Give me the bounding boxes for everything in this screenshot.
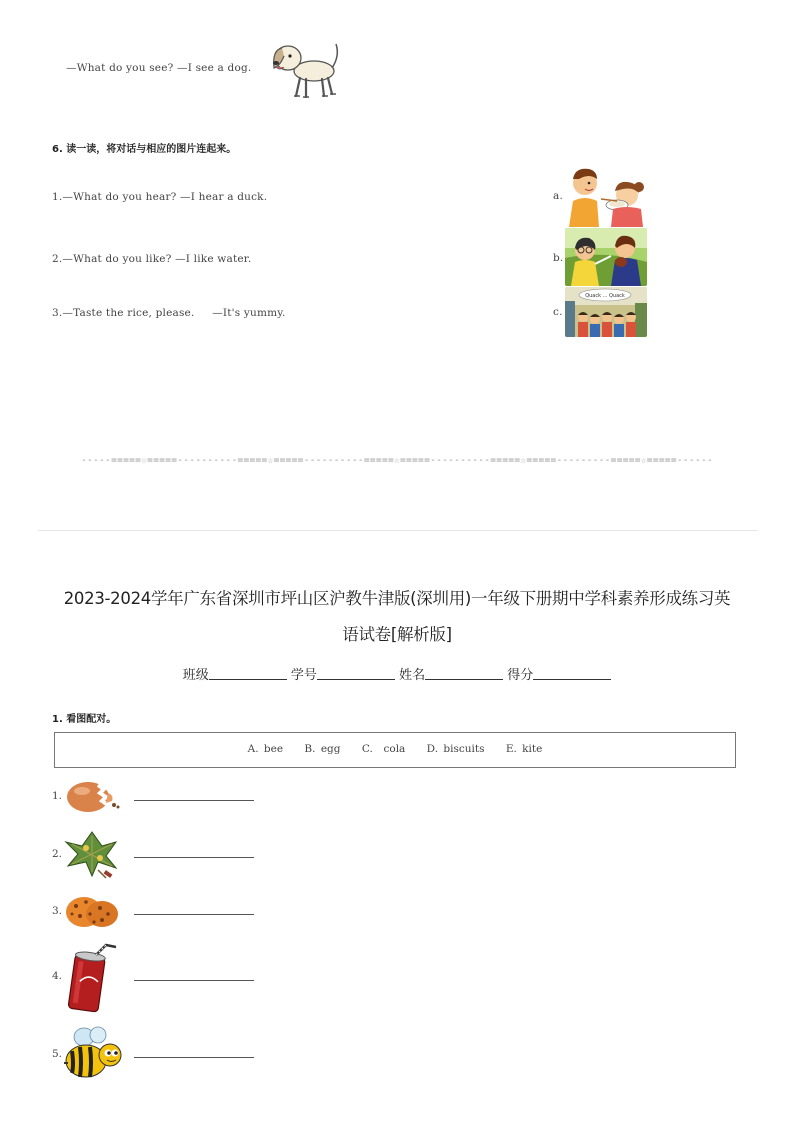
exam-title-line1: 2023-2024学年广东省深圳市坪山区沪教牛津版(深圳用)一年级下册期中学科素养形成练习英 — [63, 589, 731, 608]
item-number-3: 3. — [52, 905, 63, 917]
children-eating-picture — [565, 165, 647, 227]
kite-icon — [62, 828, 122, 880]
item-number-4: 4. — [52, 970, 63, 982]
dog-icon — [266, 38, 342, 100]
biscuit-icon — [62, 890, 122, 930]
answer-line-3[interactable] — [134, 914, 254, 915]
egg-icon — [62, 775, 124, 815]
options-box — [54, 732, 736, 768]
item-number-1: 1. — [52, 790, 63, 802]
picture-letter-a: a. — [553, 190, 563, 202]
class-field[interactable] — [209, 667, 287, 680]
q6-heading: 6. 读一读，将对话与相应的图片连起来。 — [52, 144, 237, 155]
item-number-2: 2. — [52, 848, 63, 860]
answer-line-2[interactable] — [134, 857, 254, 858]
student-number-field[interactable] — [317, 667, 395, 680]
class-label: 班级 — [182, 668, 209, 683]
dialogue-1: 1.—What do you hear? —I hear a duck. — [52, 191, 268, 203]
dialogue-3: 3.—Taste the rice, please. —It's yummy. — [52, 307, 286, 319]
section-divider: -----=====☆=====----------=====☆=====----------=====☆=====----------=====☆=====---------=====☆=====------ — [80, 455, 714, 466]
bee-icon — [62, 1025, 124, 1083]
student-number-label: 学号 — [290, 668, 317, 683]
children-hear-duck-picture — [565, 287, 647, 337]
name-label: 姓名 — [399, 668, 426, 683]
picture-letter-b: b. — [553, 252, 564, 264]
answer-line-4[interactable] — [134, 980, 254, 981]
score-label: 得分 — [507, 668, 534, 683]
cola-can-icon — [62, 943, 122, 1017]
exam-title-line2: 语试卷[解析版] — [342, 625, 452, 644]
children-drinking-picture — [565, 228, 647, 286]
page-separator — [38, 530, 758, 531]
picture-letter-c: c. — [553, 306, 563, 318]
dialogue-2: 2.—What do you like? —I like water. — [52, 253, 252, 265]
speech-bubble-text: Quack ... Quack — [585, 293, 625, 299]
options-text: A. bee B. egg C. cola D. biscuits E. kite — [247, 743, 543, 755]
item-number-5: 5. — [52, 1048, 63, 1060]
answer-line-1[interactable] — [134, 800, 254, 801]
q1-heading: 1. 看图配对。 — [52, 714, 117, 725]
student-info-row — [0, 664, 794, 683]
name-field[interactable] — [425, 667, 503, 680]
score-field[interactable] — [533, 667, 611, 680]
answer-line-5[interactable] — [134, 1057, 254, 1058]
prev-dialogue: —What do you see? —I see a dog. — [66, 62, 252, 74]
